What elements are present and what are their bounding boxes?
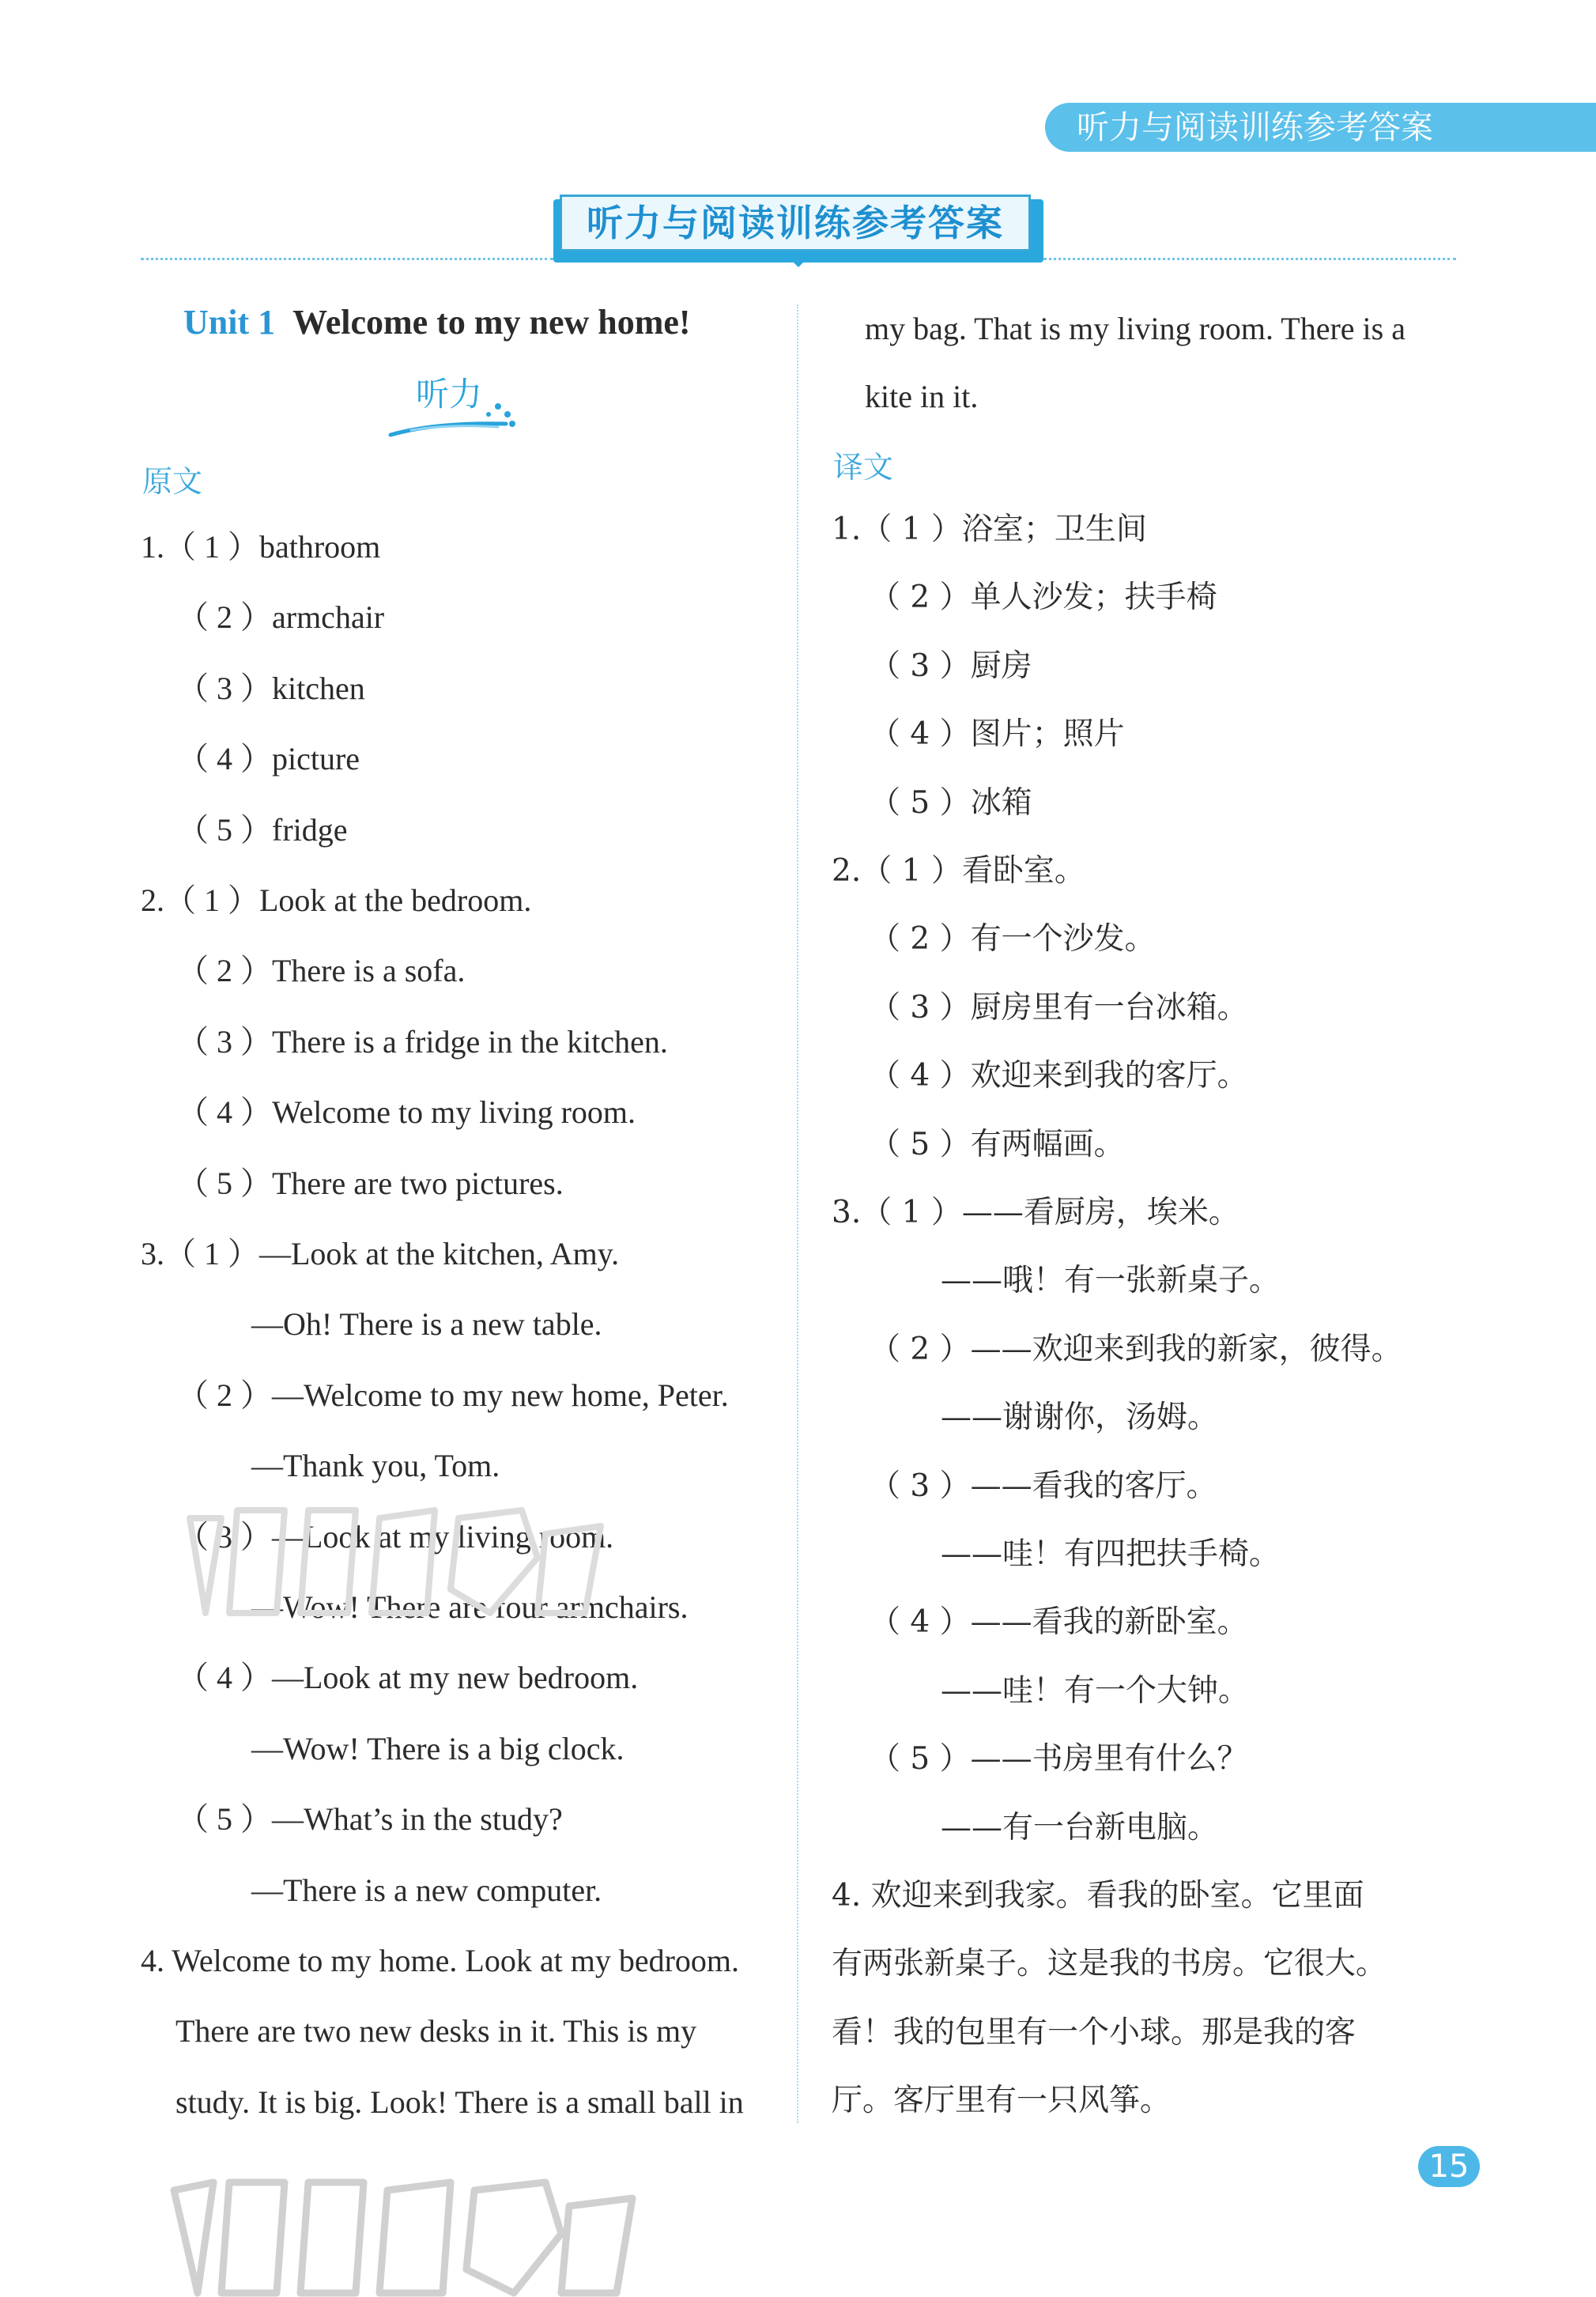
- original-line: （ 2 ）—Welcome to my new home, Peter.: [177, 1377, 729, 1413]
- translation-line: （ 3 ）——看我的客厅。: [870, 1468, 1217, 1504]
- translation-line: （ 4 ）图片；照片: [870, 716, 1125, 753]
- original-line: —Wow! There is a big clock.: [251, 1730, 624, 1766]
- translation-line: 3.（ 1 ）——看厨房，埃米。: [832, 1195, 1239, 1230]
- translation-line: （ 5 ）——书房里有什么？: [870, 1741, 1248, 1778]
- column-divider: [797, 304, 798, 2123]
- original-line: （ 2 ）There is a sofa.: [177, 953, 466, 989]
- translation-line: 1.（ 1 ）浴室；卫生间: [832, 512, 1147, 547]
- original-line-continued: my bag. That is my living room. There is a: [865, 311, 1405, 346]
- original-line: （ 5 ）There are two pictures.: [177, 1165, 564, 1201]
- translation-line: 4. 欢迎来到我家。看我的卧室。它里面: [832, 1878, 1364, 1914]
- translation-line: （ 4 ）欢迎来到我的客厅。: [870, 1058, 1248, 1094]
- original-line: （ 4 ）picture: [177, 741, 360, 777]
- translation-label: 译文: [833, 450, 894, 485]
- original-line: （ 4 ）Welcome to my living room.: [177, 1094, 636, 1131]
- translation-line: ——哇！有一个大钟。: [941, 1672, 1250, 1709]
- original-line: —Thank you, Tom.: [251, 1448, 500, 1484]
- translation-line: （ 5 ）冰箱: [870, 784, 1032, 821]
- original-line: 4. Welcome to my home. Look at my bedroom.: [141, 1943, 740, 1978]
- unit-title: Welcome to my new home!: [292, 303, 691, 342]
- section-banner: [553, 195, 1043, 263]
- original-line: （ 3 ）kitchen: [177, 670, 365, 706]
- original-line: （ 3 ）—Look at my living room.: [177, 1518, 614, 1555]
- listening-heading: 听力: [416, 375, 483, 414]
- original-line: —There is a new computer.: [251, 1872, 602, 1908]
- translation-line: ——谢谢你，汤姆。: [941, 1400, 1219, 1436]
- translation-line: （ 3 ）厨房里有一台冰箱。: [870, 989, 1248, 1026]
- original-line: （ 5 ）—What’s in the study?: [177, 1801, 563, 1838]
- translation-line: 看！我的包里有一个小球。那是我的客: [832, 2014, 1356, 2050]
- translation-line: （ 2 ）单人沙发；扶手椅: [870, 580, 1217, 616]
- original-line: 1.（ 1 ）bathroom: [141, 529, 381, 565]
- translation-line: （ 3 ）厨房: [870, 648, 1032, 684]
- original-line: （ 3 ）There is a fridge in the kitchen.: [177, 1023, 668, 1060]
- wave-decoration-icon: [387, 395, 522, 443]
- translation-line: （ 5 ）有两幅画。: [870, 1126, 1125, 1162]
- original-line: study. It is big. Look! There is a small ball in: [175, 2084, 744, 2120]
- watermark-logo-bottom: [158, 2159, 648, 2297]
- translation-line: 有两张新桌子。这是我的书房。它很大。: [832, 1946, 1387, 1982]
- page-number: 15: [1418, 2146, 1480, 2187]
- unit-number: Unit 1: [183, 303, 276, 342]
- translation-line: 厅。客厅里有一只风筝。: [832, 2083, 1172, 2119]
- unit-heading: [183, 302, 691, 342]
- translation-line: 2.（ 1 ）看卧室。: [832, 853, 1085, 889]
- original-line: （ 2 ）armchair: [177, 599, 385, 636]
- translation-line: （ 2 ）有一个沙发。: [870, 921, 1156, 958]
- translation-line: （ 2 ）——欢迎来到我的新家，彼得。: [870, 1331, 1402, 1367]
- translation-line: ——哦！有一张新桌子。: [941, 1263, 1281, 1299]
- original-line: （ 5 ）fridge: [177, 811, 348, 848]
- original-line: （ 4 ）—Look at my new bedroom.: [177, 1660, 639, 1696]
- dotted-rule-right: [1043, 258, 1456, 260]
- original-line: There are two new desks in it. This is my: [175, 2013, 697, 2050]
- translation-line: ——哇！有四把扶手椅。: [941, 1536, 1281, 1572]
- banner-title: 听力与阅读训练参考答案: [560, 195, 1031, 251]
- original-line: —Wow! There are four armchairs.: [251, 1589, 689, 1625]
- translation-line: ——有一台新电脑。: [941, 1809, 1219, 1846]
- original-line: —Oh! There is a new table.: [251, 1306, 602, 1343]
- dotted-rule-left: [141, 258, 553, 260]
- original-line-continued: kite in it.: [865, 379, 979, 414]
- original-line: 3.（ 1 ）—Look at the kitchen, Amy.: [141, 1236, 620, 1271]
- banner-notch: [790, 259, 806, 267]
- translation-line: （ 4 ）——看我的新卧室。: [870, 1604, 1248, 1641]
- header-tab: 听力与阅读训练参考答案: [1045, 103, 1596, 152]
- original-label: 原文: [142, 464, 203, 499]
- original-line: 2.（ 1 ）Look at the bedroom.: [141, 882, 532, 918]
